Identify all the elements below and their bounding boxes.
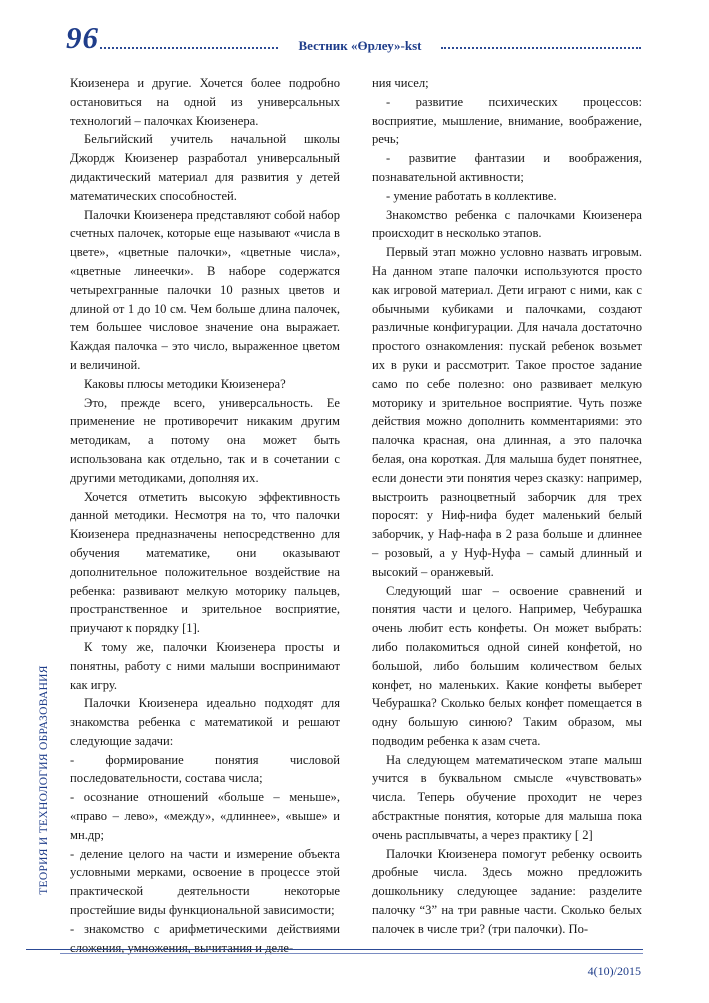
list-item: - формирование понятия числовой последовательности, состава числа; <box>70 752 340 786</box>
paragraph: Знакомство ребенка с палочками Кюизенера происходит в несколько этапов. <box>372 207 642 241</box>
paragraph: Следующий шаг – освоение сравнений и понятия части и целого. Например, Чебурашка очень любит есть конфеты. Он может выбрать: либо полакомиться одной синей конфетой, но большой, либо большим количеством белых конфет, но маленьких. Какие конфеты выберет Чебурашка? Сколько белых конфет помещается в одну большую синюю? Таким образом, мы подводим ребенка к азам счета. <box>372 583 642 748</box>
footer-rule <box>26 949 643 950</box>
footer-rule-secondary <box>60 953 643 954</box>
list-item: - деление целого на части и измерение объекта условными мерками, освоение в процессе этой практической деятельности некоторые простейшие виды функциональной зависимости; <box>70 846 340 918</box>
journal-title: Вестник «Өрлеу»-kst <box>298 38 422 53</box>
paragraph: Палочки Кюизенера представляют собой набор счетных палочек, которые еще называют «числа в цвете», «цветные палочки», «цветные числа», «цветные линеечки». В наборе содержатся четырехгранные палочки 10 разных цветов и длиной от 1 до 10 см. Чем больше длина палочек, тем большее числовое значение она выражает. Каждая палочка – это число, выраженное цветом и величиной. <box>70 207 340 372</box>
paragraph: Хочется отметить высокую эффективность данной методики. Несмотря на то, что палочки Кюизенера предназначены непосредственно для обучения математике, они оказывают дополнительное положительное воздействие на ребенка: развивают мелкую моторику пальцев, пространственное и зрительное восприятие, приучают к порядку [1]. <box>70 489 340 636</box>
list-item: - развитие фантазии и воображения, познавательной активности; <box>372 151 642 184</box>
issue-number: 4(10)/2015 <box>587 964 641 978</box>
paragraph: Это, прежде всего, универсальность. Ее применение не противоречит никаким другим методикам, а потому она может быть использована как отдельно, так и в сочетании с другими методиками, дополняя их. <box>70 395 340 485</box>
header-rule-left <box>100 47 278 49</box>
paragraph: ния чисел; <box>372 76 429 90</box>
paragraph: Бельгийский учитель начальной школы Джордж Кюизенер разработал универсальный дидактический материал для развития у детей математических способностей. <box>70 132 340 203</box>
header-rule-right <box>441 47 641 49</box>
left-text-column <box>70 74 340 957</box>
paragraph: Кюизенера и другие. Хочется более подробно остановиться на одной из универсальных технологий – палочках Кюизенера. <box>70 76 340 128</box>
paragraph: На следующем математическом этапе малыш учится в буквальном смысле «чувствовать» числа. Теперь обучение проходит не через абстрактные понятия, которые для малыша пока очень расплывчаты, а через практику [ 2] <box>372 752 642 842</box>
list-item: - знакомство с арифметическими действиями сложения, умножения, вычитания и деле- <box>70 921 340 955</box>
list-item: - развитие психических процессов: восприятие, мышление, внимание, воображение, речь; <box>372 94 642 147</box>
paragraph: Палочки Кюизенера помогут ребенку освоить дробные числа. Здесь можно предложить дошкольнику следующее задание: разделите палочку “3” на три равные части. Сколько белых палочек в числе три? (три палочки). По- <box>372 846 642 936</box>
page-number: 96 <box>66 20 99 55</box>
paragraph: К тому же, палочки Кюизенера просты и понятны, работу с ними малыши воспринимают как игру. <box>70 639 340 692</box>
paragraph: Каковы плюсы методики Кюизенера? <box>84 376 286 391</box>
paragraph: Первый этап можно условно назвать игровым. На данном этапе палочки используются просто как игровой материал. Дети играют с ними, как с обычными кубиками и палочками, создают различные конфигурации. Для начала достаточно простого ознакомления: пускай ребенок возьмет их в руки и рассмотрит. Такое простое задание само по себе полезно: оно развивает мелкую моторику и зрительное восприятие. Чуть позже действия можно дополнить комментариями: это палочка красная, она длинная, а это палочка белая, она короткая. Для малыша будет понятнее, если донести эти понятия через сказку: например, выстроить разноцветный заборчик для трех поросят: у Ниф-нифа будет маленький белый заборчик, у Наф-нафа в 2 раза больше и длиннее – розовый, а у Нуф-Нуфа – самый длинный и высокий – оранжевый. <box>372 245 642 579</box>
side-section-label: ТЕОРИЯ И ТЕХНОЛОГИЯ ОБРАЗОВАНИЯ <box>38 665 50 895</box>
list-item: - осознание отношений «больше – меньше», «право – лево», «между», «длиннее», «выше» и мн.др; <box>70 790 340 842</box>
list-item: - умение работать в коллективе. <box>386 188 557 203</box>
paragraph: Палочки Кюизенера идеально подходят для знакомства ребенка с математикой и решают следующие задачи: <box>70 696 340 748</box>
right-text-column <box>372 74 642 939</box>
